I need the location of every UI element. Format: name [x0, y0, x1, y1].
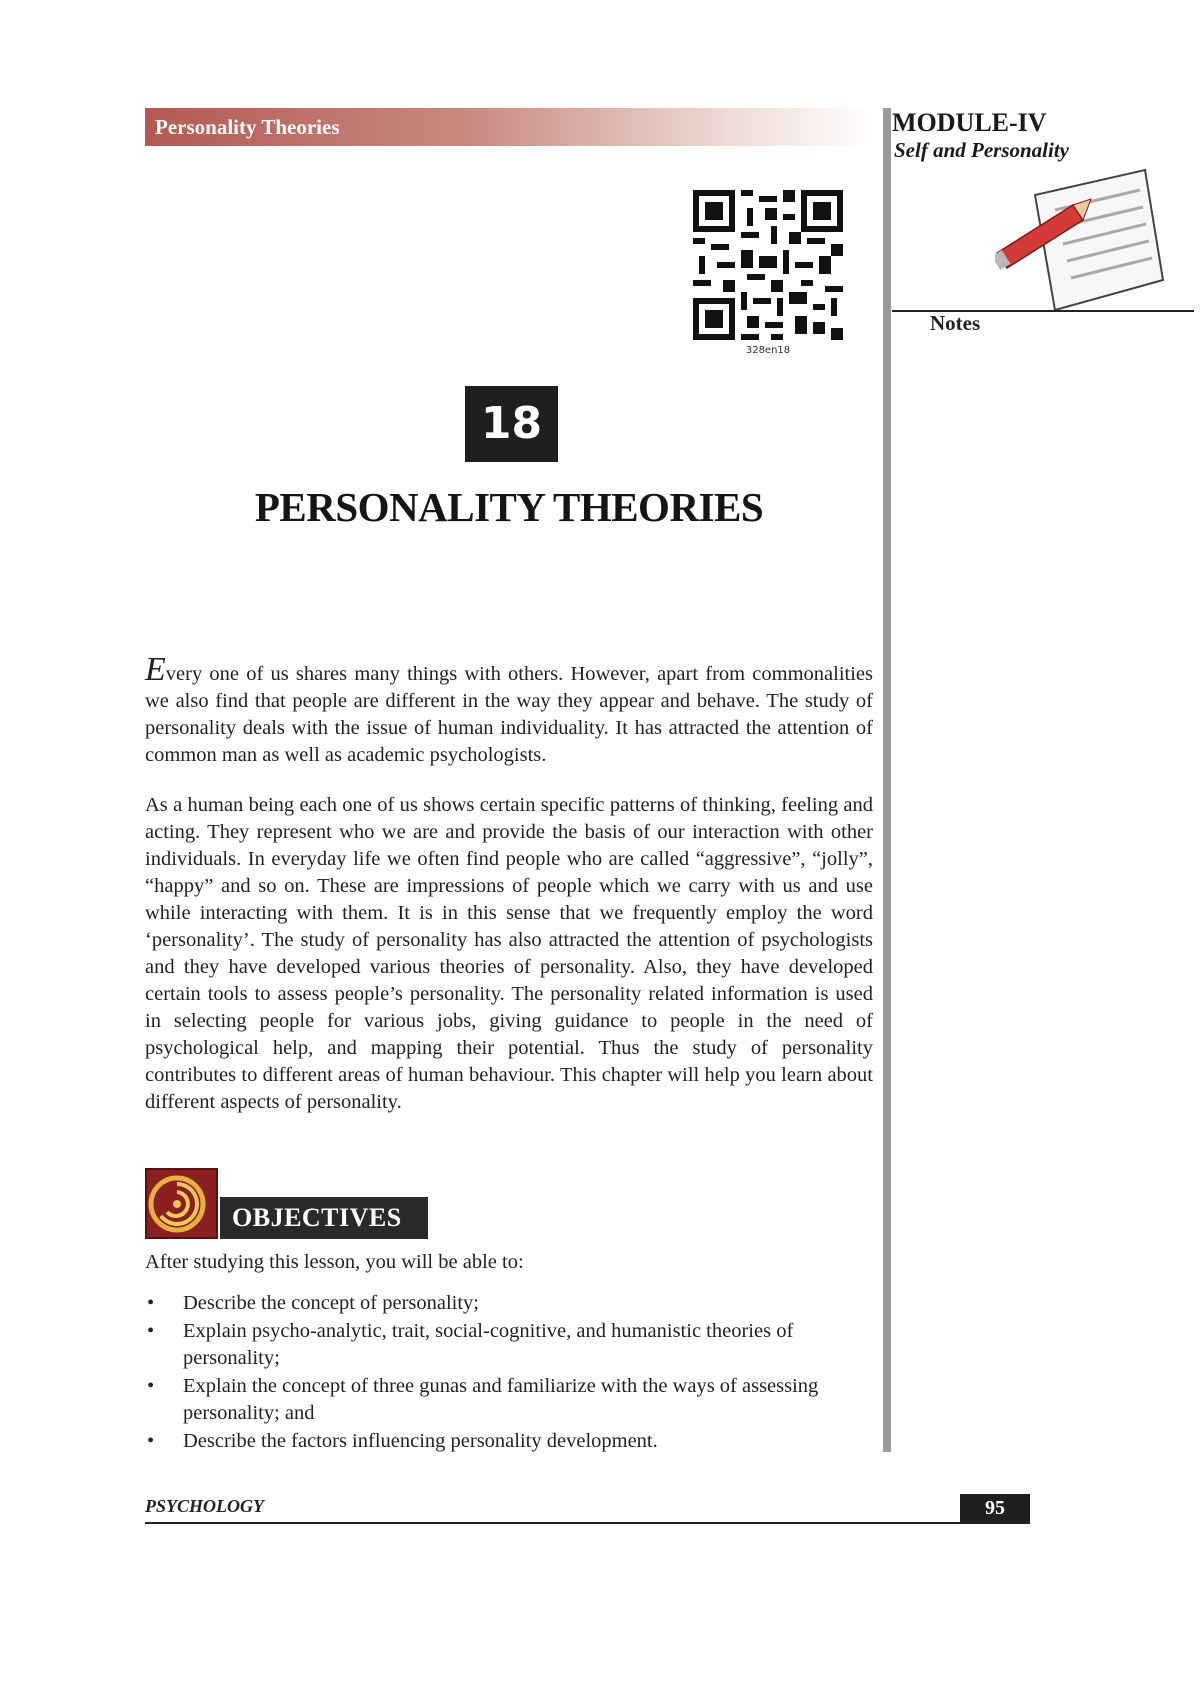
intro-paragraph-1: [145, 651, 873, 769]
intro-paragraph-2: As a human being each one of us shows certain specific patterns of thinking, feeling and acting. They represent who we are and provide the basis of our interaction with other individuals. In everyday life we often find people who are called “aggressive”, “jolly”, “happy” and so on. These are impressions of people which we carry with us and use while interacting with them. It is in this sense that we frequently employ the word ‘personality’. The study of personality has also attracted the attention of psychologists and they have developed various theories of personality. Also, they have developed certain tools to assess people’s personality. The personality related information is used in selecting people for various jobs, giving guidance to people in the need of psychological help, and mapping their potential. Thus the study of personality contributes to different areas of human behaviour. This chapter will help you learn about different aspects of personality.: [145, 794, 873, 1113]
bullet: •: [147, 1320, 155, 1342]
module-subtitle: Self and Personality: [894, 138, 1070, 162]
objective-text: Describe the factors influencing personality development.: [183, 1430, 658, 1452]
objectives-heading: OBJECTIVES: [220, 1197, 428, 1239]
list-item: [145, 1373, 873, 1427]
footer-rule: [145, 1522, 1030, 1524]
list-item: [145, 1290, 873, 1317]
chapter-title: PERSONALITY THEORIES: [254, 484, 764, 530]
qr-code-label: 328en18: [745, 345, 791, 356]
notepad-pencil-icon: [995, 165, 1165, 330]
list-item: [145, 1318, 873, 1372]
margin-divider: [883, 108, 891, 1452]
objectives-intro: After studying this lesson, you will be able to:: [145, 1251, 524, 1273]
objectives-target-icon: [145, 1168, 218, 1239]
page-number: 95: [960, 1494, 1030, 1522]
bullet: •: [147, 1292, 155, 1314]
bullet: •: [147, 1430, 155, 1452]
bullet: •: [147, 1375, 155, 1397]
footer-subject: PSYCHOLOGY: [145, 1496, 264, 1516]
objective-text: Explain psycho-analytic, trait, social-cognitive, and humanistic theories of personality;: [183, 1320, 794, 1369]
running-title: Personality Theories: [155, 115, 340, 139]
qr-code-icon: [693, 190, 843, 345]
running-header: [145, 108, 873, 146]
chapter-number: 18: [465, 386, 558, 462]
intro-paragraph-1-text: very one of us shares many things with others. However, apart from commonalities we also find that people are different in the way they appear and behave. The study of personality deals with the issue of human individuality. It has attracted the attention of common man as well as academic psychologists.: [145, 663, 873, 766]
objectives-list: [145, 1290, 873, 1456]
objective-text: Explain the concept of three gunas and familiarize with the ways of assessing personality; and: [183, 1375, 819, 1424]
notes-label: Notes: [930, 311, 981, 335]
objective-text: Describe the concept of personality;: [183, 1292, 479, 1314]
module-title: MODULE-IV: [892, 108, 1047, 137]
list-item: [145, 1428, 873, 1455]
drop-cap: E: [145, 651, 166, 688]
